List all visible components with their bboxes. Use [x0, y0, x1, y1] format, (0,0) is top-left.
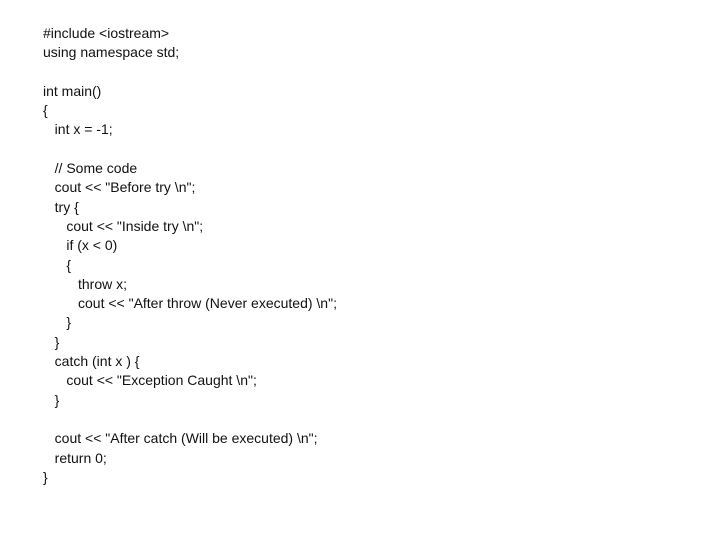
code-line — [43, 63, 703, 82]
code-line: if (x < 0) — [43, 237, 118, 254]
code-line: { — [43, 102, 48, 119]
code-line: } — [43, 333, 60, 350]
code-line: // Some code — [43, 160, 138, 177]
code-block — [43, 24, 703, 487]
code-line: try { — [43, 198, 79, 215]
code-line: cout << "Inside try \n"; — [43, 217, 204, 234]
code-line — [43, 410, 703, 429]
code-line: catch (int x ) { — [43, 353, 140, 370]
code-line: } — [43, 314, 72, 331]
code-line: cout << "After throw (Never executed) \n"; — [43, 295, 337, 312]
code-line: cout << "Before try \n"; — [43, 179, 196, 196]
code-line: cout << "Exception Caught \n"; — [43, 372, 257, 389]
code-line: #include <iostream> — [43, 25, 170, 41]
code-line: using namespace std; — [43, 44, 180, 61]
code-line: throw x; — [43, 275, 128, 292]
code-line — [43, 140, 703, 159]
code-line: } — [43, 391, 60, 408]
code-line: { — [43, 256, 72, 273]
code-line: int x = -1; — [43, 121, 113, 138]
code-line: int main() — [43, 82, 102, 99]
code-line: return 0; — [43, 449, 107, 466]
code-line: } — [43, 468, 48, 485]
code-line: cout << "After catch (Will be executed) \n"; — [43, 430, 318, 447]
